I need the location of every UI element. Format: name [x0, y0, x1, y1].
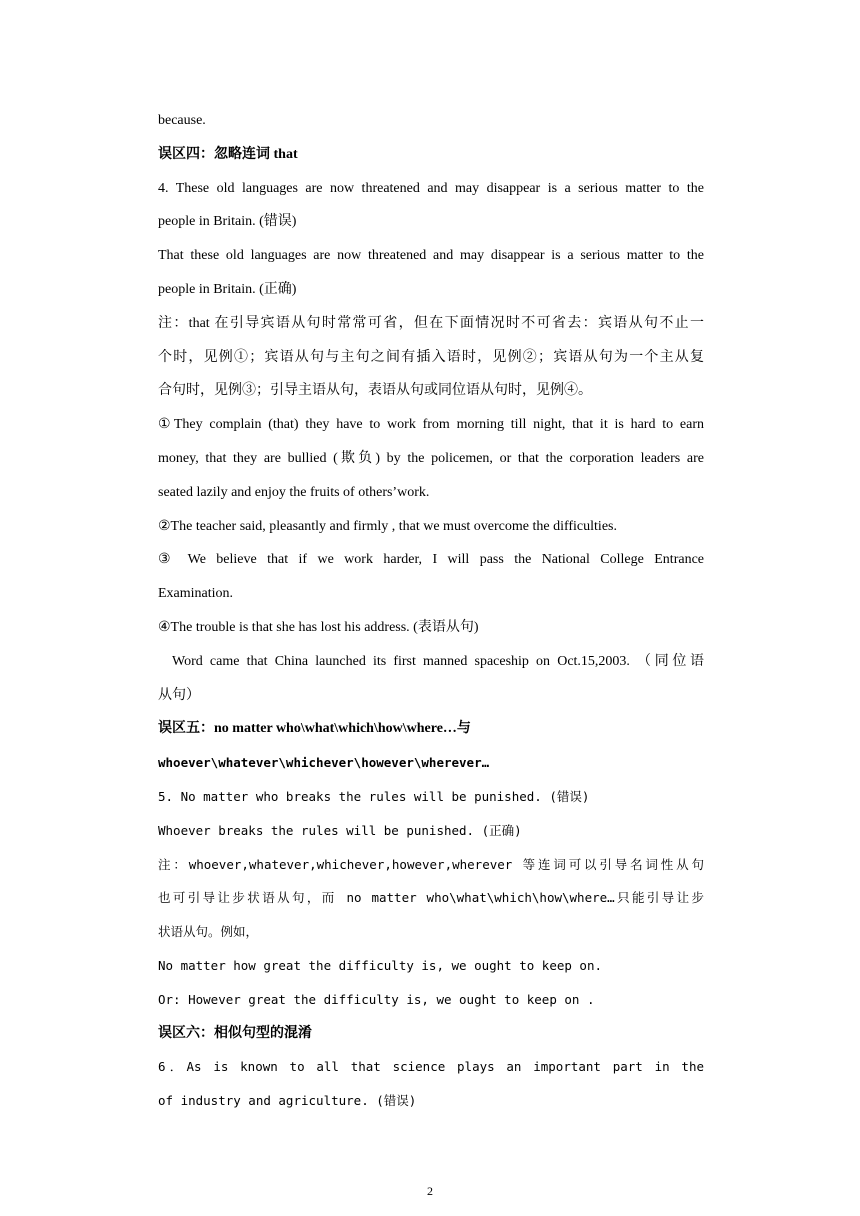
- note-line: 合句时，见例③；引导主语从句，表语从句或同位语从句时，见例④。: [158, 383, 592, 399]
- text-line: Whoever breaks the rules will be punished. (正确): [158, 822, 522, 838]
- example-line: money, that they are bullied (欺负) by the policemen, or that the corporation leaders are: [158, 450, 704, 466]
- text-line: people in Britain. (错误): [158, 214, 297, 230]
- example-line: No matter how great the difficulty is, we ought to keep on.: [158, 957, 603, 973]
- text-line: 5. No matter who breaks the rules will be punished. (错误): [158, 788, 590, 804]
- note-line: 注：that 在引导宾语从句时常常可省，但在下面情况时不可省去：宾语从句不止一: [158, 315, 704, 331]
- example-line: seated lazily and enjoy the fruits of others’work.: [158, 484, 430, 500]
- note-line: 个时，见例①；宾语从句与主句之间有插入语时，见例②；宾语从句为一个主从复: [158, 349, 704, 365]
- example-line: Word came that China launched its first manned spaceship on Oct.15,2003. （同位语: [172, 653, 704, 669]
- note-line: 状语从句。例如，: [158, 924, 259, 940]
- example-line: Or: However great the difficulty is, we ought to keep on .: [158, 991, 595, 1007]
- text-line: because.: [158, 113, 206, 128]
- text-line: 4. These old languages are now threatened and may disappear is a serious matter to the: [158, 180, 704, 196]
- section-heading: 误区六：相似句型的混淆: [158, 1025, 312, 1041]
- example-line: 从句）: [158, 687, 200, 703]
- section-heading: 误区五：no matter who\what\which\how\where…与: [158, 721, 471, 737]
- example-line: Examination.: [158, 586, 234, 602]
- example-line: ③ We believe that if we work harder, I will pass the National College Entrance: [158, 552, 704, 568]
- text-line: 6．As is known to all that science plays an important part in the: [158, 1059, 704, 1075]
- text-line: people in Britain. (正确): [158, 281, 297, 297]
- example-line: ④The trouble is that she has lost his address. (表语从句): [158, 619, 479, 635]
- note-line: 也可引导让步状语从句，而 no matter who\what\which\how\where…只能引导让步: [158, 890, 704, 906]
- section-heading: 误区四：忽略连词 that: [158, 146, 298, 162]
- page-number: 2: [427, 1184, 433, 1198]
- note-line: 注：whoever,whatever,whichever,however,wherever 等连词可以引导名词性从句: [158, 856, 704, 872]
- text-line: of industry and agriculture. (错误): [158, 1093, 417, 1109]
- example-line: ①They complain (that) they have to work from morning till night, that it is hard to earn: [158, 417, 704, 433]
- section-heading: whoever\whatever\whichever\however\wherever…: [158, 755, 490, 771]
- document-body: [158, 104, 704, 1118]
- text-line: That these old languages are now threatened and may disappear is a serious matter to the: [158, 248, 704, 264]
- example-line: ②The teacher said, pleasantly and firmly , that we must overcome the difficulties.: [158, 518, 617, 534]
